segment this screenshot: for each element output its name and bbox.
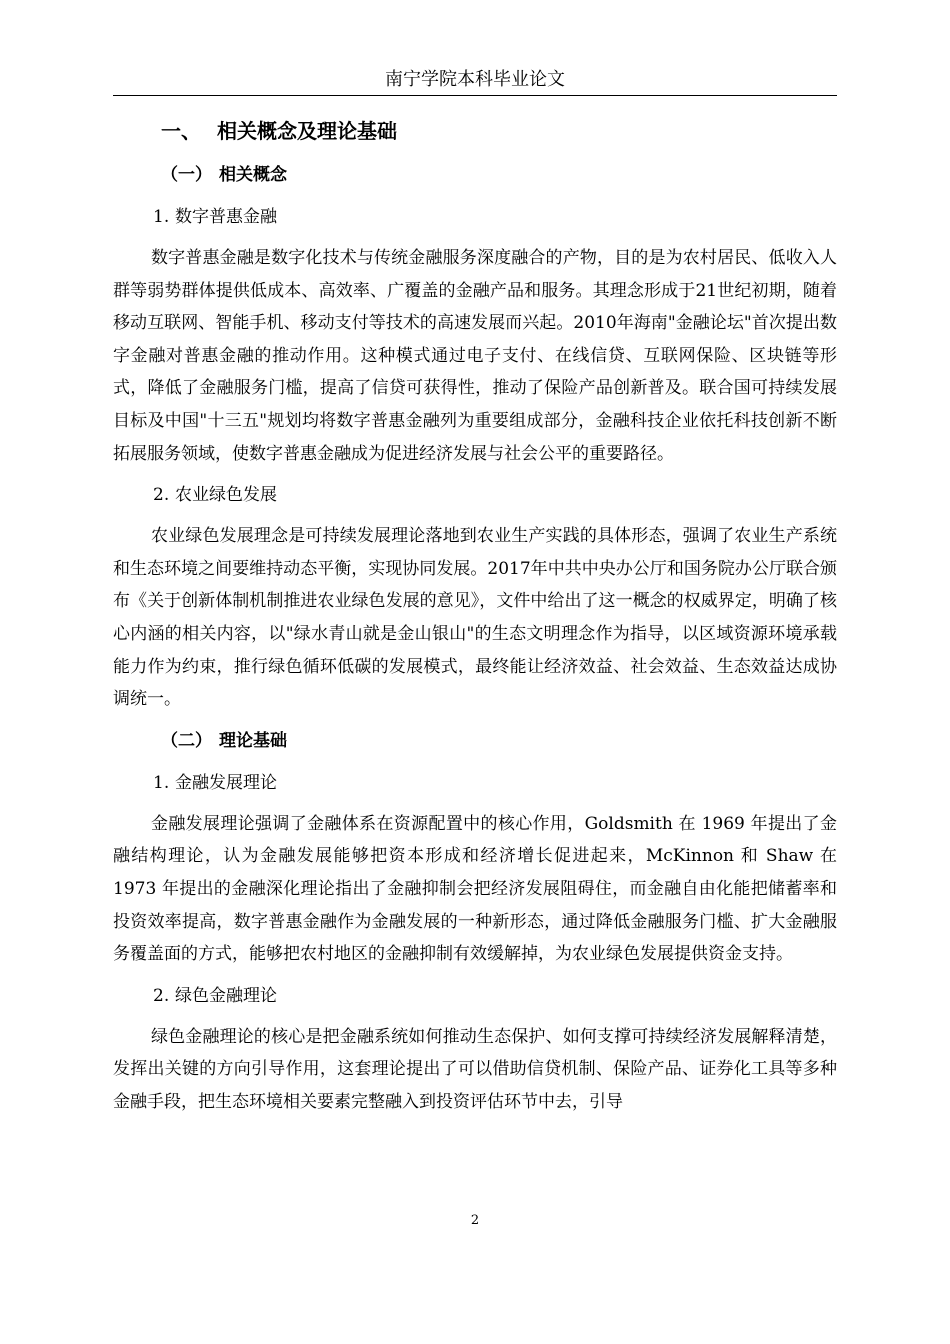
subsection-number: （一） bbox=[161, 165, 212, 185]
item-number: 1. bbox=[153, 207, 170, 227]
paragraph-2: 农业绿色发展理念是可持续发展理论落地到农业生产实践的具体形态，强调了农业生产系统和生态环境之间要维持动态平衡，实现协同发展。2017年中共中央办公厅和国务院办公厅联合颁布《关于创新体制机制推进农业绿色发展的意见》，文件中给出了这一概念的权威界定，明确了核心内涵的相关内容，以"绿水青山就是金山银山"的生态文明理念作为指导，以区域资源环境承载能力作为约束，推行绿色循环低碳的发展模式，最终能让经济效益、社会效益、生态效益达成协调统一。 bbox=[113, 526, 837, 710]
item-number: 2. bbox=[153, 985, 170, 1006]
header-rule bbox=[113, 95, 837, 96]
subsection-title: 相关概念 bbox=[219, 165, 287, 185]
subsection-title: 理论基础 bbox=[219, 730, 287, 751]
item-heading-2 bbox=[113, 478, 837, 512]
subsection-number: （二） bbox=[161, 730, 212, 751]
item-number: 2. bbox=[153, 485, 170, 506]
item-heading-4 bbox=[113, 979, 837, 1013]
section-heading bbox=[113, 112, 837, 150]
section-title: 相关概念及理论基础 bbox=[217, 119, 397, 143]
subsection-heading-2 bbox=[113, 724, 837, 758]
subsection-heading-1 bbox=[113, 158, 837, 192]
page-number: 2 bbox=[470, 1213, 480, 1228]
section-number: 一、 bbox=[161, 119, 201, 143]
item-number: 1. bbox=[153, 772, 170, 793]
item-heading-1 bbox=[113, 200, 837, 234]
paragraph-3: 金融发展理论强调了金融体系在资源配置中的核心作用，Goldsmith 在 1969 年提出了金融结构理论，认为金融发展能够把资本形成和经济增长促进起来，McKinnon 和 Shaw 在 1973 年提出的金融深化理论指出了金融抑制会把经济发展阻碍住，而金融自由化能把储蓄率和投资效率提高，数字普惠金融作为金融发展的一种新形态，通过降低金融服务门槛、扩大金融服务覆盖面的方式，能够把农村地区的金融抑制有效缓解掉，为农业绿色发展提供资金支持。 bbox=[113, 813, 837, 965]
paragraph-1: 数字普惠金融是数字化技术与传统金融服务深度融合的产物，目的是为农村居民、低收入人群等弱势群体提供低成本、高效率、广覆盖的金融产品和服务。其理念形成于21世纪初期，随着移动互联网、智能手机、移动支付等技术的高速发展而兴起。2010年海南"金融论坛"首次提出数字金融对普惠金融的推动作用。这种模式通过电子支付、在线信贷、互联网保险、区块链等形式，降低了金融服务门槛，提高了信贷可获得性，推动了保险产品创新普及。联合国可持续发展目标及中国"十三五"规划均将数字普惠金融列为重要组成部分，金融科技企业依托科技创新不断拓展服务领域，使数字普惠金融成为促进经济发展与社会公平的重要路径。 bbox=[113, 248, 837, 464]
item-title: 金融发展理论 bbox=[175, 772, 277, 793]
item-title: 绿色金融理论 bbox=[175, 985, 277, 1006]
item-title: 农业绿色发展 bbox=[175, 485, 277, 506]
item-heading-3 bbox=[113, 766, 837, 800]
paragraph-4: 绿色金融理论的核心是把金融系统如何推动生态保护、如何支撑可持续经济发展解释清楚，发挥出关键的方向引导作用，这套理论提出了可以借助信贷机制、保险产品、证券化工具等多种金融手段，把生态环境相关要素完整融入到投资评估环节中去，引导 bbox=[113, 1026, 837, 1112]
item-title: 数字普惠金融 bbox=[175, 207, 277, 227]
page-body bbox=[113, 112, 837, 1118]
running-header: 南宁学院本科毕业论文 bbox=[385, 69, 565, 90]
